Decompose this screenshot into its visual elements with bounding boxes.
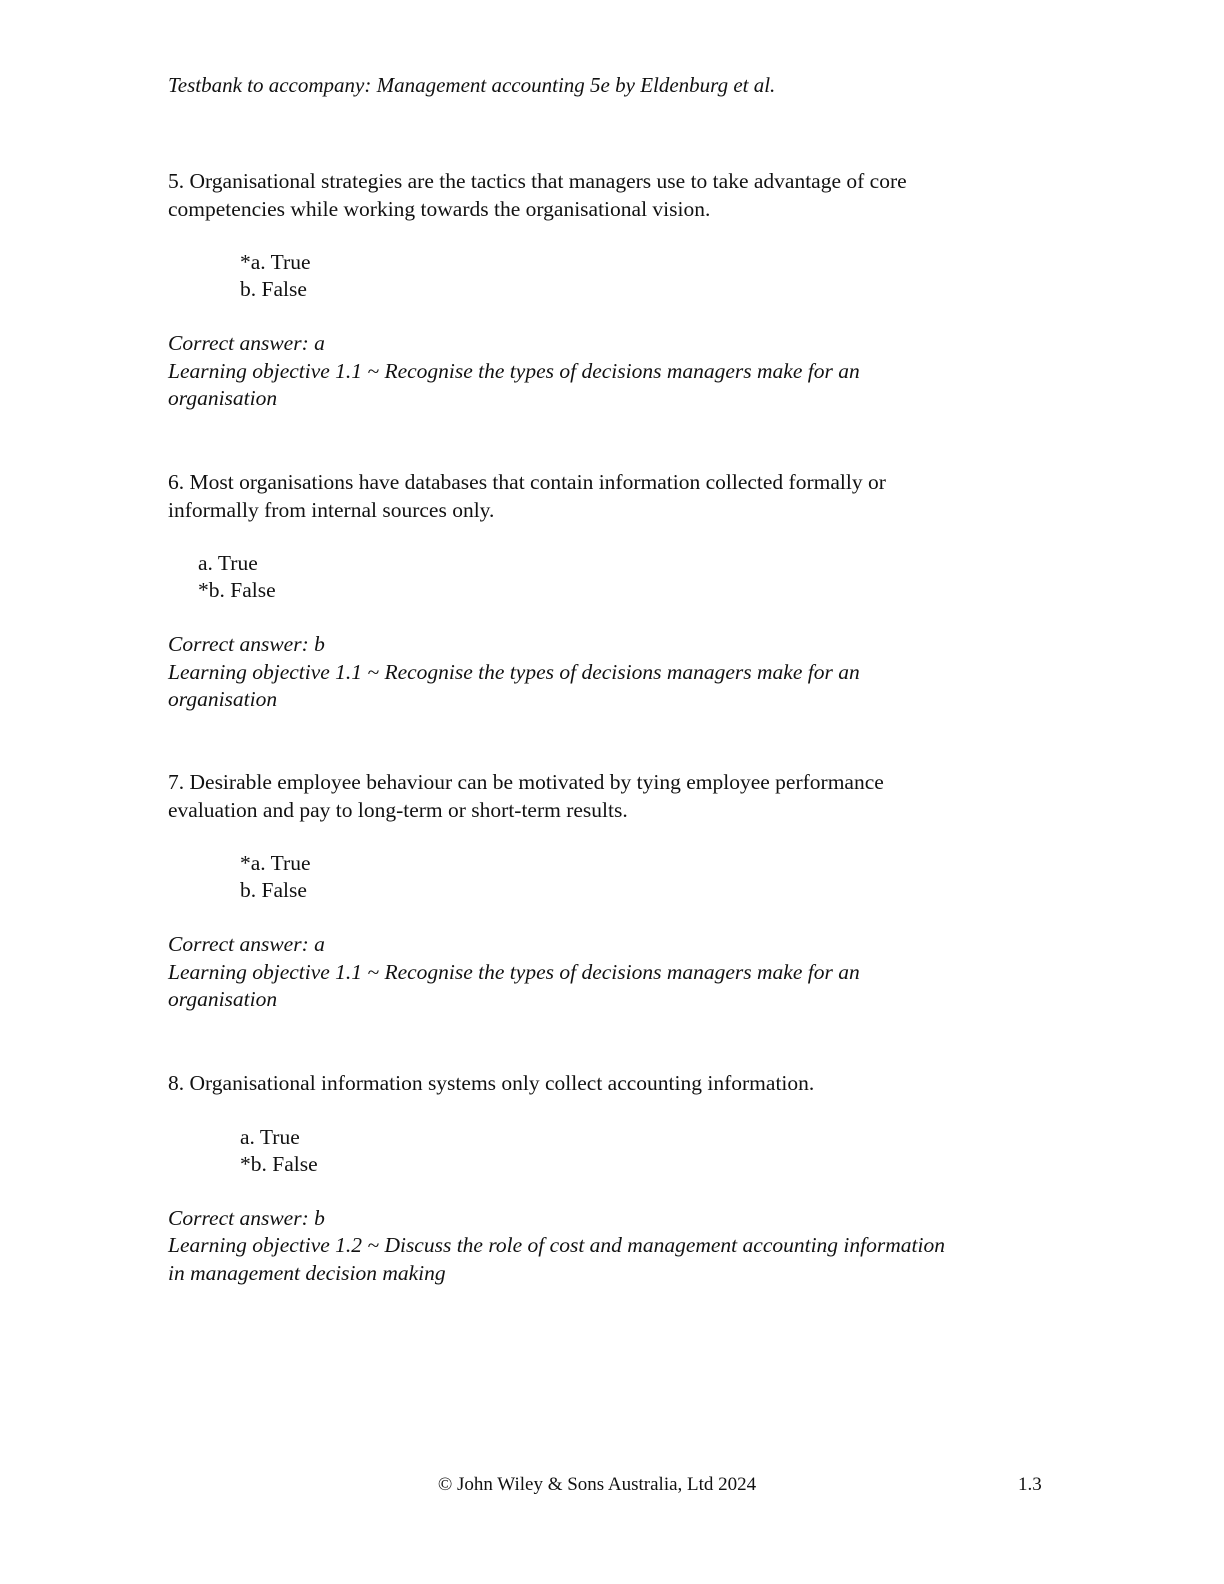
- learning-objective-line: Learning objective 1.1 ~ Recognise the types of decisions managers make for an: [168, 659, 860, 684]
- question-text-line: competencies while working towards the organisational vision.: [168, 196, 711, 221]
- answer-options: [168, 850, 1048, 904]
- correct-answer: Correct answer: b: [168, 632, 325, 656]
- learning-objective-line: in management decision making: [168, 1260, 446, 1285]
- option-b: *b. False: [240, 1151, 318, 1176]
- correct-answer: Correct answer: b: [168, 1205, 325, 1230]
- correct-answer: Correct answer: a: [168, 331, 325, 355]
- question-text: [168, 769, 1048, 824]
- question-text: [168, 1070, 1048, 1098]
- learning-objective-line: organisation: [168, 687, 278, 711]
- question-text-line: 7. Desirable employee behaviour can be motivated by tying employee performance: [168, 770, 884, 794]
- question-8: [168, 1070, 1048, 1287]
- answer-options: [168, 550, 1048, 604]
- answer-meta: [168, 330, 1048, 413]
- learning-objective-line: Learning objective 1.2 ~ Discuss the role of cost and management accounting information: [168, 1233, 945, 1257]
- question-text-line: evaluation and pay to long-term or short-term results.: [168, 797, 628, 822]
- question-6: [168, 469, 1048, 714]
- question-5: [168, 168, 1048, 413]
- answer-meta: [168, 1205, 1048, 1288]
- question-text-line: 5. Organisational strategies are the tactics that managers use to take advantage of core: [168, 169, 907, 193]
- learning-objective-line: Learning objective 1.1 ~ Recognise the types of decisions managers make for an: [168, 358, 860, 383]
- page-number: 1.3: [1018, 1474, 1042, 1495]
- option-b: b. False: [240, 277, 307, 301]
- learning-objective-line: organisation: [168, 386, 278, 410]
- question-text-line: informally from internal sources only.: [168, 497, 495, 522]
- question-text: [168, 469, 1048, 524]
- question-7: [168, 769, 1048, 1014]
- copyright-footer: © John Wiley & Sons Australia, Ltd 2024: [437, 1474, 757, 1495]
- learning-objective-line: Learning objective 1.1 ~ Recognise the types of decisions managers make for an: [168, 959, 860, 984]
- correct-answer: Correct answer: a: [168, 932, 325, 956]
- answer-meta: [168, 931, 1048, 1014]
- option-b: *b. False: [198, 578, 276, 602]
- answer-options: [168, 1124, 1048, 1178]
- running-header: Testbank to accompany: Management accounting 5e by Eldenburg et al.: [168, 73, 776, 97]
- option-a: a. True: [240, 1124, 300, 1149]
- answer-options: [168, 249, 1048, 303]
- option-a: *a. True: [240, 250, 311, 274]
- question-text-line: 8. Organisational information systems only collect accounting information.: [168, 1071, 815, 1095]
- question-text: [168, 168, 1048, 223]
- option-a: *a. True: [240, 851, 311, 875]
- option-b: b. False: [240, 878, 307, 902]
- learning-objective-line: organisation: [168, 987, 278, 1011]
- answer-meta: [168, 631, 1048, 714]
- question-text-line: 6. Most organisations have databases that contain information collected formally or: [168, 470, 886, 494]
- option-a: a. True: [198, 551, 258, 575]
